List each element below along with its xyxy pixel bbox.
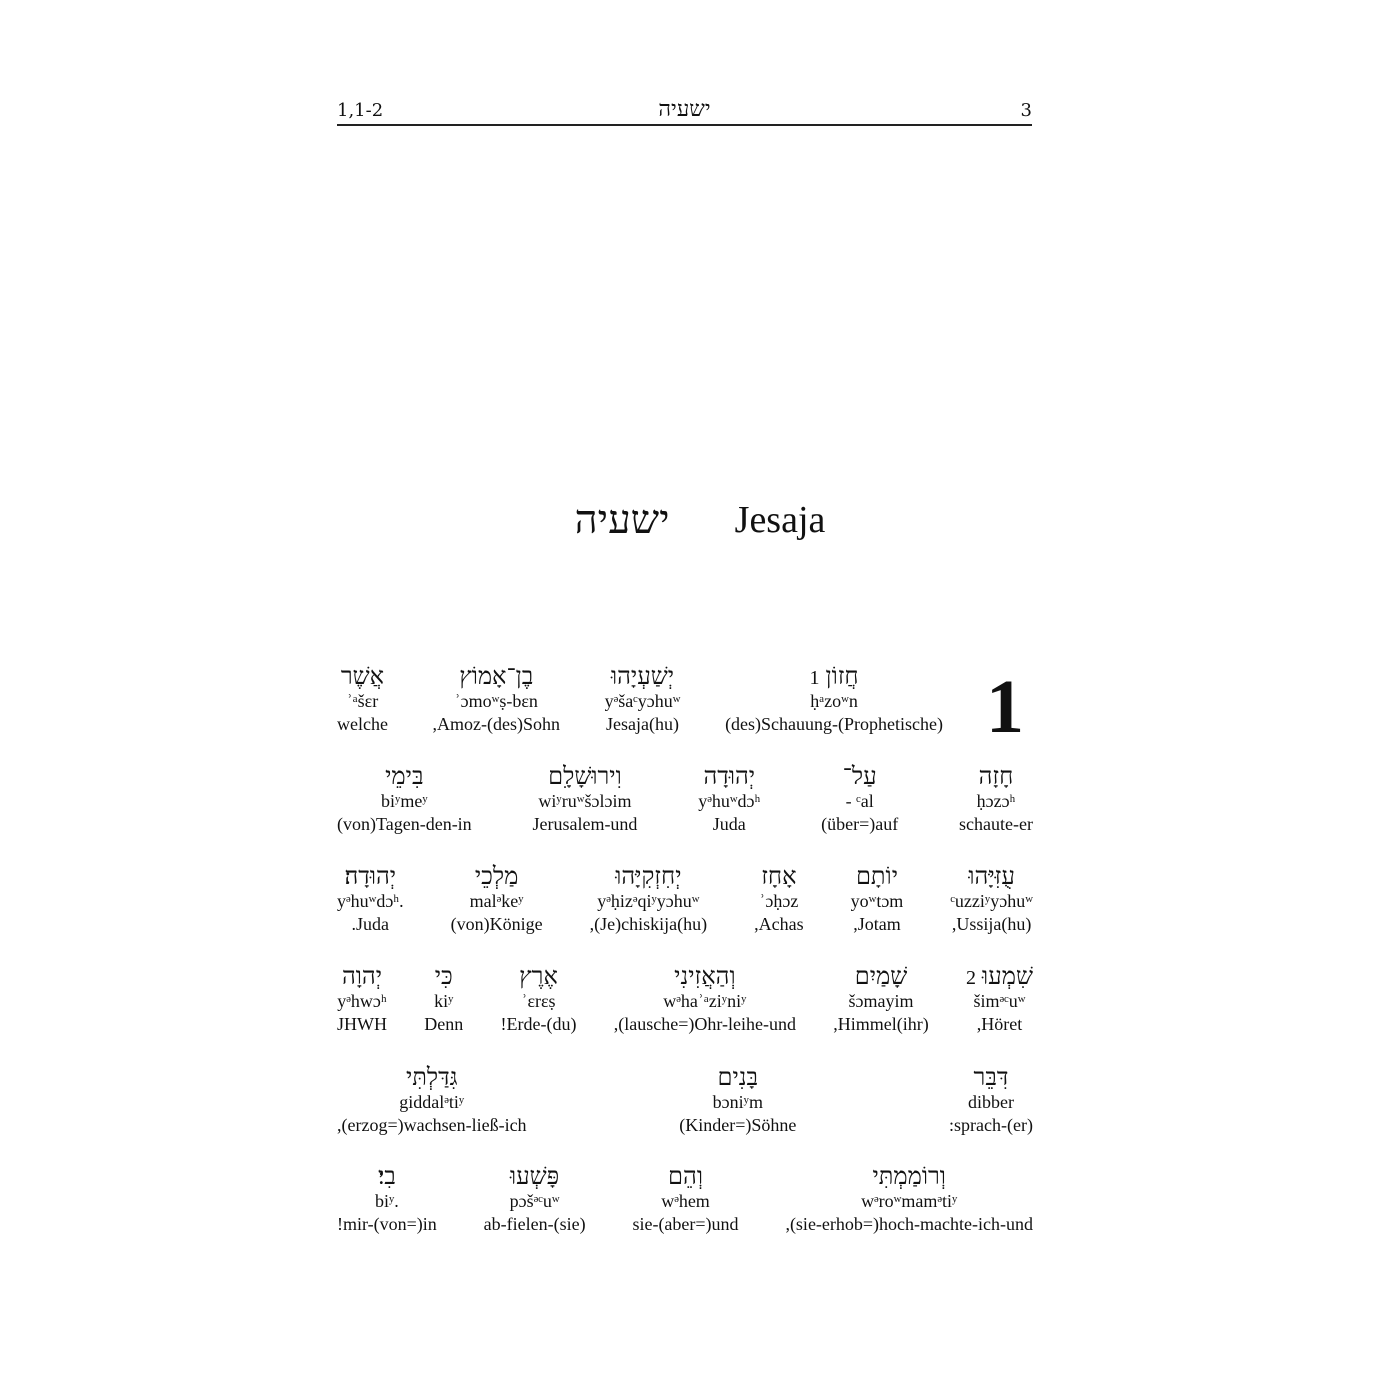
german-gloss: JHWH <box>337 1014 387 1034</box>
hebrew-word-text: יְהוּדָה׃ <box>344 862 397 890</box>
hebrew-word-text: גִּדַּלְתִּי <box>405 1063 458 1091</box>
transliteration: kiʸ <box>434 991 454 1011</box>
transliteration: yᵊhuʷdɔʰ. <box>337 891 404 911</box>
transliteration: ʾɔmoʷṣ-bɛn <box>454 691 538 711</box>
hebrew-word-text: אֶרֶץ <box>519 962 558 990</box>
transliteration: šimᵊᶜuʷ <box>973 991 1026 1011</box>
word-unit <box>950 862 1033 936</box>
german-gloss: ,Höret <box>976 1014 1023 1034</box>
word-unit <box>754 862 803 936</box>
german-gloss: .Juda <box>351 914 390 934</box>
hebrew-word-text: עַל־ <box>842 762 877 790</box>
transliteration: yᵊhuʷdɔʰ <box>698 791 761 811</box>
hebrew-word-text: שִׁמְעוּ <box>982 962 1033 990</box>
transliteration: ʾɔḥɔz <box>759 891 799 911</box>
german-gloss: sie-(aber=)und <box>632 1214 739 1234</box>
hebrew-word <box>979 762 1014 790</box>
hebrew-word-text: בִּימֵי <box>385 762 424 790</box>
word-unit <box>532 762 637 836</box>
german-gloss: schaute-er <box>959 814 1033 834</box>
hebrew-word-text: חֲזוֹן <box>825 662 859 690</box>
transliteration: ḥᵃzoʷn <box>810 691 858 711</box>
hebrew-word <box>519 962 558 990</box>
transliteration: wᵊhem <box>661 1191 710 1211</box>
word-unit <box>632 1162 738 1236</box>
interlinear-row-6 <box>337 1162 1033 1236</box>
hebrew-word <box>761 862 796 890</box>
hebrew-word <box>385 762 423 790</box>
hebrew-word <box>809 662 858 690</box>
hebrew-word <box>611 662 674 690</box>
word-unit <box>785 1162 1033 1236</box>
hebrew-word <box>378 1162 396 1190</box>
hebrew-word <box>703 762 755 790</box>
hebrew-word <box>510 1162 559 1190</box>
word-unit <box>337 962 387 1036</box>
word-unit <box>337 1162 437 1236</box>
german-gloss: !mir-(von=)in <box>337 1214 437 1234</box>
word-unit <box>614 962 796 1036</box>
german-gloss: !Erde-(du) <box>500 1014 577 1034</box>
german-gloss: (über=)auf <box>821 814 899 834</box>
transliteration: ᶜuzziʸyɔhuʷ <box>950 891 1033 911</box>
hebrew-word <box>668 1162 703 1190</box>
hebrew-word-text: פָּשְׁעוּ <box>509 1162 560 1190</box>
word-unit <box>959 762 1033 836</box>
german-gloss: (des)Schauung-(Prophetische) <box>725 714 943 734</box>
german-gloss: :sprach-(er) <box>949 1115 1033 1135</box>
hebrew-word <box>475 862 518 890</box>
word-unit <box>337 862 404 936</box>
word-unit <box>590 862 707 936</box>
word-unit <box>605 662 681 736</box>
page-number: 3 <box>1020 100 1032 121</box>
header-hebrew-title: ישעיה <box>658 97 711 122</box>
transliteration: dibber <box>968 1092 1014 1112</box>
transliteration: pɔšᵊᶜuʷ <box>509 1191 560 1211</box>
german-gloss: ,Ussija(hu) <box>951 914 1032 934</box>
transliteration: bɔniʸm <box>712 1092 763 1112</box>
hebrew-word-text: בִי׃ <box>377 1162 396 1190</box>
hebrew-word-text: שָׁמַיִם <box>854 962 908 990</box>
word-unit <box>451 862 543 936</box>
interlinear-row-5 <box>337 1063 1033 1137</box>
transliteration: šɔmayim <box>848 991 914 1011</box>
word-unit <box>821 762 898 836</box>
hebrew-word <box>855 962 908 990</box>
word-unit <box>433 662 560 736</box>
german-gloss: ,(erzog=)wachsen-ließ-ich <box>337 1115 527 1135</box>
transliteration: wᵊhaʾᵃziʸniʸ <box>663 991 747 1011</box>
transliteration: ʾɛrɛṣ <box>521 991 556 1011</box>
transliteration: ʾᵃšɛr <box>346 691 379 711</box>
german-gloss: ,Amoz-(des)Sohn <box>432 714 561 734</box>
transliteration: giddalᵊtiʸ <box>399 1092 465 1112</box>
transliteration: malᵊkeʸ <box>469 891 524 911</box>
hebrew-word-text: בָּנִים <box>717 1063 759 1091</box>
hebrew-word <box>459 662 533 690</box>
hebrew-word-text: חָזָה <box>978 762 1014 790</box>
hebrew-word-text: בֶן־אָמוֹץ <box>459 662 534 690</box>
hebrew-word <box>406 1063 458 1091</box>
transliteration: yᵊhwɔʰ <box>337 991 387 1011</box>
transliteration: ḥɔzɔʰ <box>976 791 1016 811</box>
interlinear-row-4 <box>337 962 1033 1036</box>
hebrew-word <box>615 862 681 890</box>
transliteration: wiʸruʷšɔlɔim <box>538 791 632 811</box>
hebrew-word-text: מַלְכֵי <box>474 862 519 890</box>
hebrew-word-text: וְרוֹמַמְתִּי <box>872 1162 946 1190</box>
word-unit <box>424 962 463 1036</box>
german-gloss: ,(Je)chiskija(hu) <box>589 914 708 934</box>
transliteration: yoʷtɔm <box>850 891 904 911</box>
hebrew-word <box>717 1063 758 1091</box>
hebrew-word <box>548 762 622 790</box>
german-gloss: ,(lausche=)Ohr-leihe-und <box>613 1014 796 1034</box>
word-unit <box>949 1063 1033 1137</box>
hebrew-word <box>974 1063 1009 1091</box>
transliteration: biʸmeʸ <box>381 791 428 811</box>
transliteration: - ᶜal <box>845 791 874 811</box>
word-unit <box>833 962 928 1036</box>
hebrew-word <box>966 962 1033 990</box>
hebrew-word-text: יְהוּדָה <box>703 762 756 790</box>
hebrew-word <box>345 862 397 890</box>
verse-reference: 1,1-2 <box>337 100 384 121</box>
book-title <box>0 496 1400 543</box>
hebrew-word-text: אָחָז <box>761 862 797 890</box>
hebrew-word-text: וִירוּשָׁלִָם <box>548 762 622 790</box>
hebrew-word <box>341 662 384 690</box>
transliteration: yᵊšaᶜyɔhuʷ <box>604 691 681 711</box>
german-gloss: Jerusalem-und <box>532 814 638 834</box>
interlinear-row-1 <box>337 662 943 736</box>
german-gloss: Jesaja(hu) <box>606 714 680 734</box>
german-gloss: ,(sie-erhob=)hoch-machte-ich-und <box>785 1214 1033 1234</box>
hebrew-word-text: אֲשֶׁר <box>340 662 385 690</box>
transliteration: wᵊroʷmamᵊtiʸ <box>861 1191 958 1211</box>
word-unit <box>851 862 904 936</box>
book-title-hebrew: ישעיה <box>574 497 670 543</box>
running-header <box>337 96 1032 126</box>
german-gloss: ,Jotam <box>853 914 901 934</box>
word-unit <box>725 662 943 736</box>
word-unit <box>337 662 388 736</box>
german-gloss: Juda <box>712 814 746 834</box>
hebrew-word-text: כִּי <box>434 962 453 990</box>
german-gloss: (von)Tagen-den-in <box>337 814 472 834</box>
german-gloss: ab-fielen-(sie) <box>483 1214 586 1234</box>
hebrew-word-text: עֻזִּיָּהוּ <box>968 862 1015 890</box>
hebrew-word-text: וְהַאֲזִינִי <box>674 962 736 990</box>
interlinear-row-2 <box>337 762 1033 836</box>
chapter-number: 1 <box>986 665 1024 749</box>
transliteration: yᵊḥizᵊqiʸyɔhuʷ <box>597 891 700 911</box>
german-gloss: (Kinder=)Söhne <box>679 1115 797 1135</box>
german-gloss: ,Achas <box>754 914 804 934</box>
verse-number: 2 <box>966 967 976 989</box>
hebrew-word-text: יְשַׁעְיָהוּ <box>610 662 675 690</box>
hebrew-word <box>342 962 382 990</box>
hebrew-word <box>968 862 1015 890</box>
hebrew-word <box>674 962 735 990</box>
word-unit <box>484 1162 586 1236</box>
german-gloss: (von)Könige <box>450 914 543 934</box>
german-gloss: Denn <box>424 1014 464 1034</box>
hebrew-word-text: יוֹתָם <box>855 862 898 890</box>
interlinear-row-3 <box>337 862 1033 936</box>
hebrew-word-text: יְחִזְקִיָּהוּ <box>615 862 682 890</box>
hebrew-word <box>843 762 877 790</box>
word-unit <box>337 762 472 836</box>
book-title-latin: Jesaja <box>734 498 826 541</box>
hebrew-word-text: וְהֵם <box>668 1162 703 1190</box>
transliteration: biʸ. <box>374 1191 399 1211</box>
word-unit <box>501 962 577 1036</box>
word-unit <box>966 962 1033 1036</box>
hebrew-word-text: דִּבֵּר <box>973 1063 1009 1091</box>
hebrew-word <box>435 962 453 990</box>
hebrew-word-text: יְהוָה <box>341 962 383 990</box>
word-unit <box>679 1063 796 1137</box>
hebrew-word <box>856 862 898 890</box>
word-unit <box>337 1063 527 1137</box>
german-gloss: welche <box>337 714 388 734</box>
hebrew-word <box>872 1162 945 1190</box>
word-unit <box>698 762 760 836</box>
german-gloss: ,Himmel(ihr) <box>833 1014 929 1034</box>
verse-number: 1 <box>809 667 820 689</box>
